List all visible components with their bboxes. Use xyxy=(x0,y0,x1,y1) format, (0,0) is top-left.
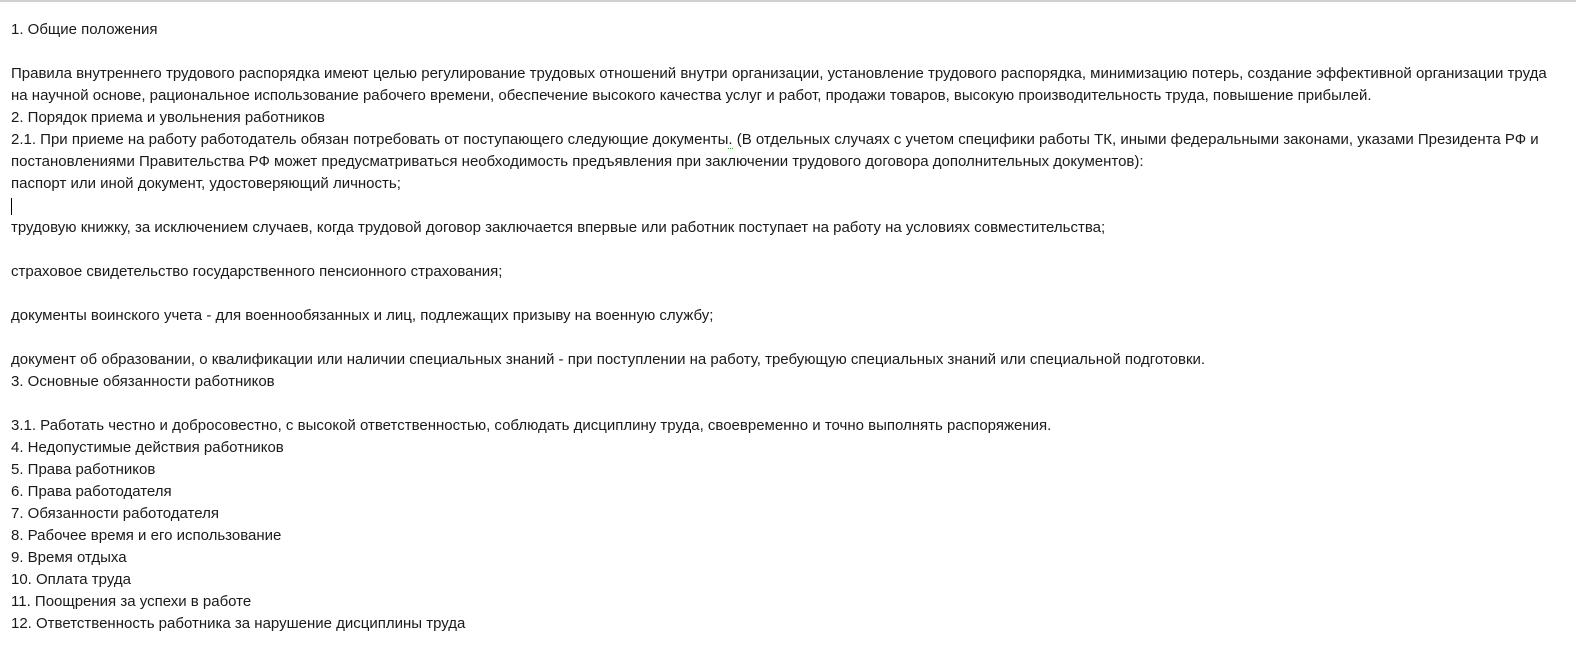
section-heading-11: 11. Поощрения за успехи в работе xyxy=(11,593,252,610)
section-heading-12: 12. Ответственность работника за нарушение дисциплины труда xyxy=(11,615,466,632)
empty-line xyxy=(11,283,1566,305)
document-list-item-insurance: страховое свидетельство государственного пенсионного страхования; xyxy=(11,263,503,280)
section-heading-10: 10. Оплата труда xyxy=(11,571,131,588)
grammar-mark: . xyxy=(728,131,733,148)
empty-line xyxy=(11,239,1566,261)
section-heading-1: 1. Общие положения xyxy=(11,21,158,38)
cursor-line[interactable] xyxy=(11,195,1566,217)
empty-line xyxy=(11,327,1566,349)
section-paragraph-1: Правила внутреннего трудового распорядка имеют целью регулирование трудовых отношений внутри организации, установление трудового распорядка, минимизацию потерь, создание эффективной организации труда на научной основе, рациональное использование рабочего времени, обеспечение высокого качества услуг и работ, продажи товаров, высокую производительность труда, повышение прибылей. xyxy=(11,65,1547,104)
document-page[interactable] xyxy=(0,2,1576,655)
section-heading-2: 2. Порядок приема и увольнения работников xyxy=(11,109,325,126)
clause-2-1 xyxy=(11,129,1566,173)
document-body[interactable] xyxy=(11,19,1566,635)
empty-line xyxy=(11,393,1566,415)
document-list-item-passport: паспорт или иной документ, удостоверяющий личность; xyxy=(11,175,401,192)
clause-2-1-text: 2.1. При приеме на работу работодатель обязан потребовать от поступающего следующие документы xyxy=(11,131,729,148)
clause-2-1-note: (В отдельных случаях с учетом специфики работы ТК, иными федеральными законами, указами Президента РФ и постановлениями Правительства РФ может предусматриваться необходимость предъявления при заключении трудового договора дополнительных документов): xyxy=(11,131,1539,170)
empty-line xyxy=(11,41,1566,63)
text-cursor xyxy=(11,198,12,215)
document-list-item-military: документы воинского учета - для военнообязанных и лиц, подлежащих призыву на военную службу; xyxy=(11,307,714,324)
section-heading-8: 8. Рабочее время и его использование xyxy=(11,527,282,544)
section-heading-4: 4. Недопустимые действия работников xyxy=(11,439,284,456)
document-list-item-workbook: трудовую книжку, за исключением случаев, когда трудовой договор заключается впервые или работник поступает на работу на условиях совместительства; xyxy=(11,219,1106,236)
clause-3-1: 3.1. Работать честно и добросовестно, с высокой ответственностью, соблюдать дисциплину труда, своевременно и точно выполнять распоряжения. xyxy=(11,417,1052,434)
section-heading-5: 5. Права работников xyxy=(11,461,156,478)
section-heading-6: 6. Права работодателя xyxy=(11,483,172,500)
section-heading-9: 9. Время отдыха xyxy=(11,549,127,566)
section-heading-7: 7. Обязанности работодателя xyxy=(11,505,219,522)
document-list-item-education: документ об образовании, о квалификации или наличии специальных знаний - при поступлении на работу, требующую специальных знаний или специальной подготовки. xyxy=(11,351,1206,368)
section-heading-3: 3. Основные обязанности работников xyxy=(11,373,275,390)
